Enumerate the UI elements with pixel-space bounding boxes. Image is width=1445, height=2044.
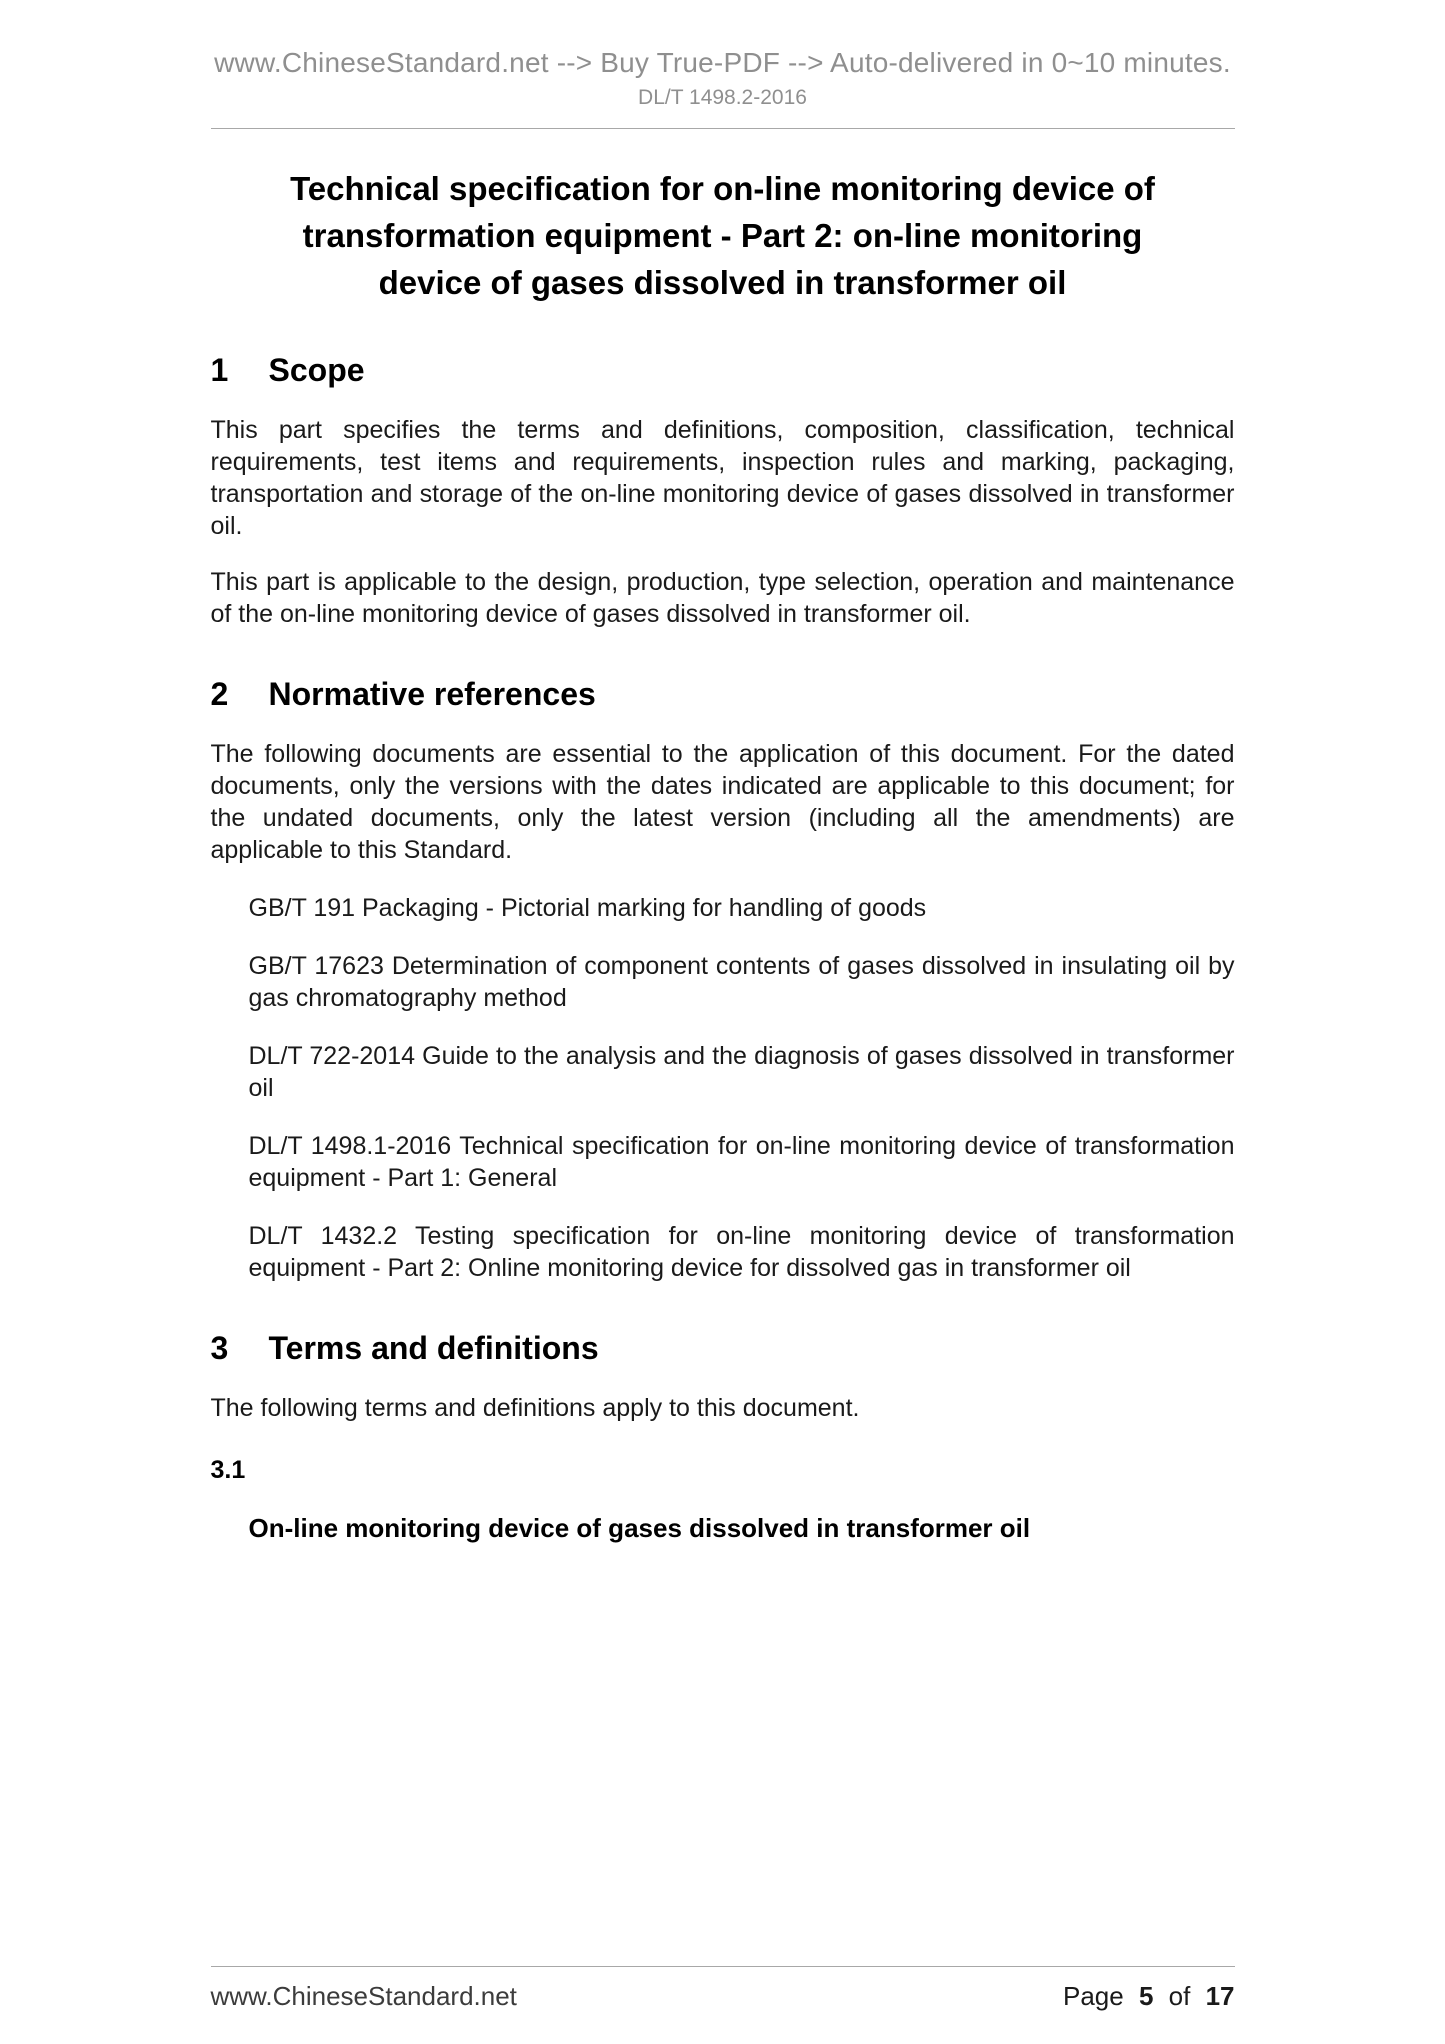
terms-intro: The following terms and definitions apply to this document. [210,1394,860,1422]
page-number: 5 [1138,1981,1154,2011]
title-line-2: transformation equipment - Part 2: on-line monitoring [302,217,1143,254]
page-footer-inner [211,1966,1235,2012]
footer-site-text: www.ChineseStandard.net [210,1981,517,2011]
scope-paragraph-2: This part is applicable to the design, production, type selection, operation and maintenance of the on-line monitoring device of gases dissolved in transformer oil. [210,568,1235,628]
section-title-scope: Scope [268,352,365,388]
page-header [211,46,1235,129]
page-total: 17 [1205,1981,1235,2011]
section-title-terms: Terms and definitions [268,1330,599,1366]
reference-item-5: DL/T 1432.2 Testing specification for on-line monitoring device of transformation equipment - Part 2: Online monitoring device for dissolved gas in transformer oil [248,1222,1235,1282]
section-heading-terms [211,1328,1235,1368]
reference-item-2: GB/T 17623 Determination of component contents of gases dissolved in insulating oil by gas chromatography method [248,952,1235,1012]
of-word: of [1168,1981,1191,2011]
term-name: On-line monitoring device of gases dissolved in transformer oil [248,1513,1031,1543]
title-line-1: Technical specification for on-line monitoring device of [290,170,1155,207]
page-content [211,0,1235,1544]
section-heading-normative-references [211,674,1235,714]
header-rule [211,128,1235,129]
section-number-scope: 1 [210,352,229,388]
scope-paragraph-1: This part specifies the terms and definitions, composition, classification, technical requirements, test items and requirements, inspection rules and marking, packaging, transportation and storage of the on-line monitoring device of gases dissolved in transformer oil. [210,416,1235,540]
footer-rule [211,1966,1235,1967]
reference-item-1: GB/T 191 Packaging - Pictorial marking for handling of goods [248,894,927,922]
normative-references-intro: The following documents are essential to the application of this document. For the dated documents, only the versions with the dates indicated are applicable to this document; for the undated documents, only the latest version (including all the amendments) are applicable to this Standard. [210,740,1235,864]
header-standard-code: DL/T 1498.2-2016 [638,86,807,109]
section-title-normative-references: Normative references [268,676,596,712]
section-number-normative-references: 2 [210,676,229,712]
section-heading-scope [211,350,1235,390]
page-word: Page [1062,1981,1124,2011]
reference-item-4: DL/T 1498.1-2016 Technical specification for on-line monitoring device of transformation equipment - Part 1: General [248,1132,1235,1192]
term-number: 3.1 [210,1456,246,1484]
document-title [211,165,1235,306]
reference-item-3: DL/T 722-2014 Guide to the analysis and the diagnosis of gases dissolved in transformer oil [248,1042,1235,1102]
section-number-terms: 3 [210,1330,229,1366]
page-footer [0,1950,1445,2012]
header-tagline: www.ChineseStandard.net --> Buy True-PDF --> Auto-delivered in 0~10 minutes. [214,47,1231,78]
footer-row [211,1981,1235,2012]
title-line-3: device of gases dissolved in transformer oil [378,264,1067,301]
page-indicator [1063,1981,1235,2012]
